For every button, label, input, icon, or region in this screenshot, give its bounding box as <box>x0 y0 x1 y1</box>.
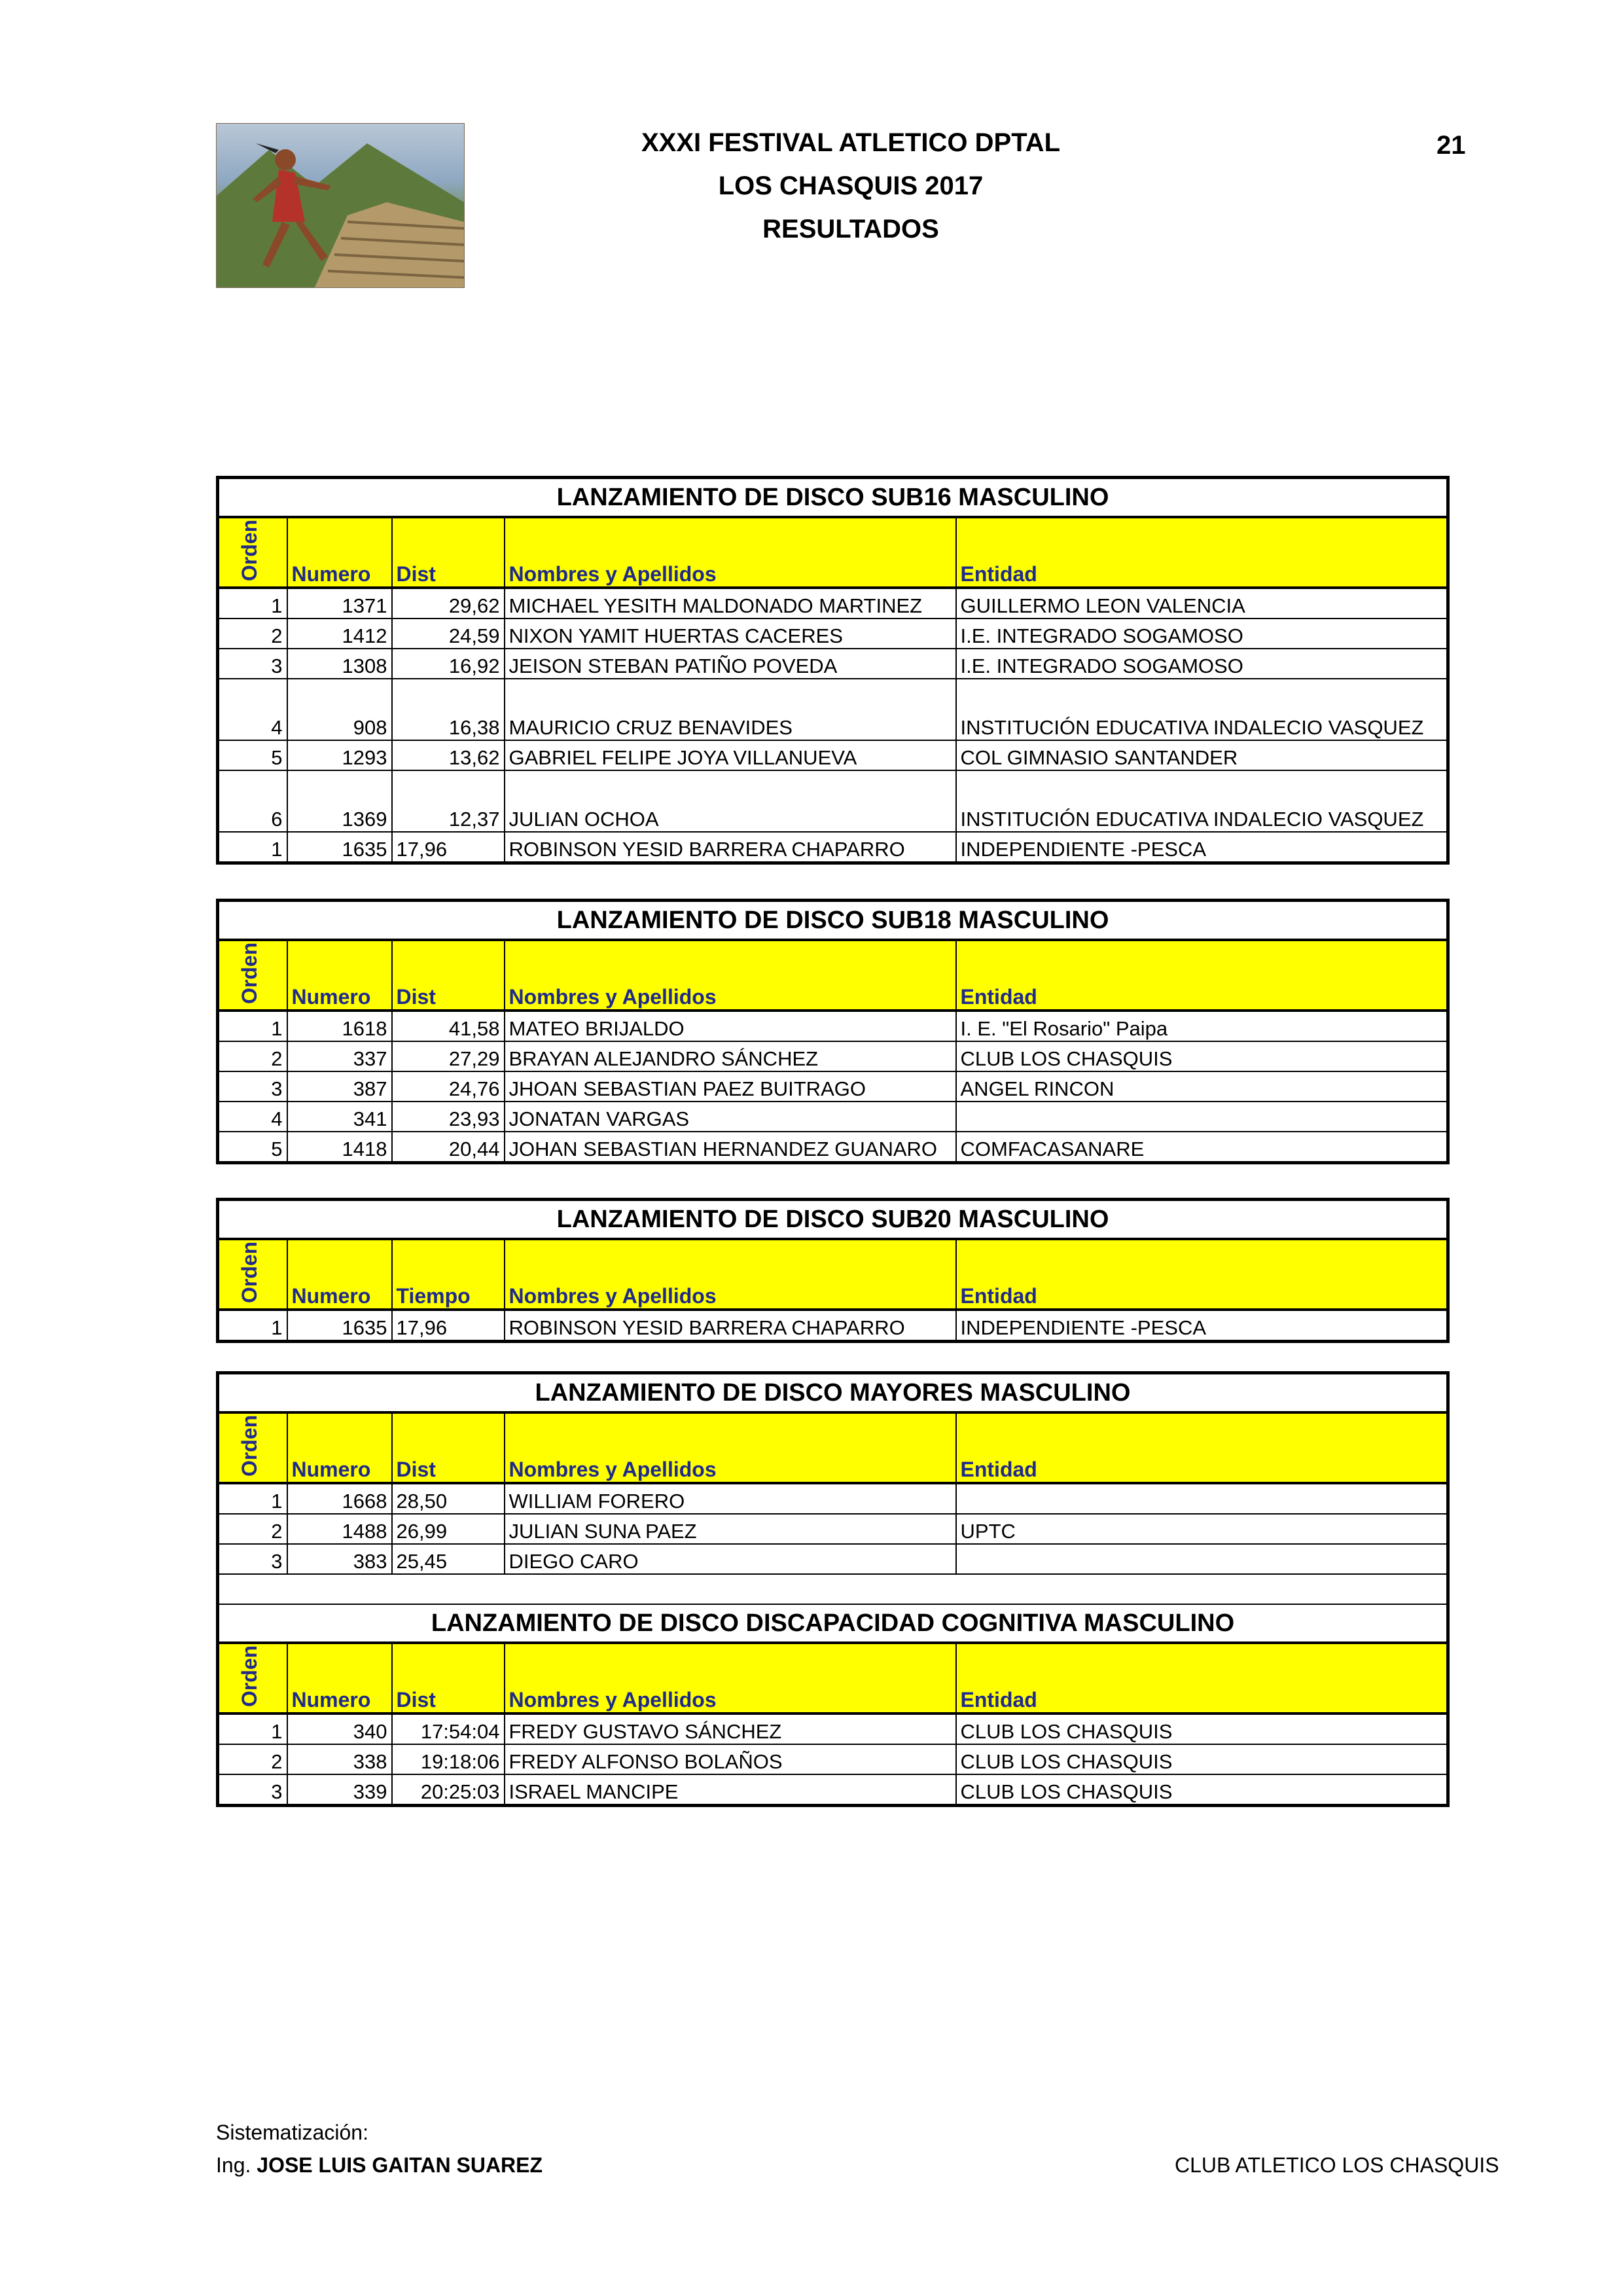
numero-cell: 339 <box>287 1774 392 1806</box>
entidad-cell: ANGEL RINCON <box>956 1071 1448 1102</box>
nombre-cell: ROBINSON YESID BARRERA CHAPARRO <box>505 1310 956 1342</box>
nombre-header: Nombres y Apellidos <box>505 1412 956 1483</box>
entidad-cell: CLUB LOS CHASQUIS <box>956 1041 1448 1071</box>
orden-cell: 1 <box>218 1483 287 1514</box>
entidad-cell <box>956 1544 1448 1574</box>
numero-cell: 1635 <box>287 1310 392 1342</box>
page-number: 21 <box>1436 131 1466 160</box>
marca-header: Dist <box>392 1643 505 1713</box>
nombre-cell: ROBINSON YESID BARRERA CHAPARRO <box>505 832 956 863</box>
table-row <box>218 770 1448 832</box>
numero-cell: 383 <box>287 1544 392 1574</box>
marca-cell: 28,50 <box>392 1483 505 1514</box>
orden-cell: 5 <box>218 1132 287 1163</box>
nombre-cell: ISRAEL MANCIPE <box>505 1774 956 1806</box>
table-row <box>218 1102 1448 1132</box>
marca-cell: 24,76 <box>392 1071 505 1102</box>
table-title: LANZAMIENTO DE DISCO DISCAPACIDAD COGNITIVA MASCULINO <box>218 1604 1448 1643</box>
numero-cell: 337 <box>287 1041 392 1071</box>
orden-cell: 5 <box>218 740 287 770</box>
nombre-cell: JOHAN SEBASTIAN HERNANDEZ GUANARO <box>505 1132 956 1163</box>
nombre-header: Nombres y Apellidos <box>505 1643 956 1713</box>
numero-cell: 908 <box>287 679 392 740</box>
table-row <box>218 1071 1448 1102</box>
nombre-cell: NIXON YAMIT HUERTAS CACERES <box>505 619 956 649</box>
numero-header: Numero <box>287 1239 392 1310</box>
orden-cell: 4 <box>218 679 287 740</box>
marca-cell: 17,96 <box>392 832 505 863</box>
marca-cell: 26,99 <box>392 1514 505 1544</box>
marca-cell: 19:18:06 <box>392 1744 505 1774</box>
orden-cell: 1 <box>218 588 287 619</box>
orden-header: Orden <box>218 517 287 588</box>
orden-header: Orden <box>218 1239 287 1310</box>
entidad-header: Entidad <box>956 1239 1448 1310</box>
nombre-cell: FREDY ALFONSO BOLAÑOS <box>505 1744 956 1774</box>
numero-cell: 341 <box>287 1102 392 1132</box>
entidad-cell: INDEPENDIENTE -PESCA <box>956 832 1448 863</box>
nombre-cell: JONATAN VARGAS <box>505 1102 956 1132</box>
numero-header: Numero <box>287 940 392 1011</box>
marca-cell: 27,29 <box>392 1041 505 1071</box>
orden-cell: 1 <box>218 1011 287 1041</box>
author-name: JOSE LUIS GAITAN SUAREZ <box>257 2153 543 2177</box>
results-heading: RESULTADOS <box>762 215 939 243</box>
table-title: LANZAMIENTO DE DISCO SUB18 MASCULINO <box>218 901 1448 941</box>
results-table-sub16 <box>216 476 1450 865</box>
table-row <box>218 1483 1448 1514</box>
table-row <box>218 649 1448 679</box>
marca-header: Dist <box>392 940 505 1011</box>
marca-cell: 41,58 <box>392 1011 505 1041</box>
entidad-cell: INDEPENDIENTE -PESCA <box>956 1310 1448 1342</box>
orden-cell: 4 <box>218 1102 287 1132</box>
table-row <box>218 588 1448 619</box>
orden-header: Orden <box>218 1643 287 1713</box>
nombre-cell: WILLIAM FORERO <box>505 1483 956 1514</box>
numero-cell: 1635 <box>287 832 392 863</box>
nombre-cell: MATEO BRIJALDO <box>505 1011 956 1041</box>
event-name: LOS CHASQUIS 2017 <box>718 171 984 200</box>
table-row <box>218 832 1448 863</box>
nombre-header: Nombres y Apellidos <box>505 517 956 588</box>
orden-cell: 3 <box>218 1071 287 1102</box>
nombre-cell: MICHAEL YESITH MALDONADO MARTINEZ <box>505 588 956 619</box>
table-row <box>218 1514 1448 1544</box>
orden-header: Orden <box>218 1412 287 1483</box>
entidad-cell: I. E. "El Rosario" Paipa <box>956 1011 1448 1041</box>
marca-cell: 13,62 <box>392 740 505 770</box>
nombre-cell: JULIAN OCHOA <box>505 770 956 832</box>
chasqui-runner-icon <box>217 124 464 287</box>
marca-cell: 20:25:03 <box>392 1774 505 1806</box>
marca-cell: 20,44 <box>392 1132 505 1163</box>
entidad-header: Entidad <box>956 517 1448 588</box>
entidad-cell: CLUB LOS CHASQUIS <box>956 1713 1448 1744</box>
marca-cell: 16,38 <box>392 679 505 740</box>
orden-cell: 2 <box>218 1514 287 1544</box>
marca-cell: 23,93 <box>392 1102 505 1132</box>
nombre-cell: MAURICIO CRUZ BENAVIDES <box>505 679 956 740</box>
numero-header: Numero <box>287 1643 392 1713</box>
table-row <box>218 1011 1448 1041</box>
systematization-label: Sistematización: <box>216 2121 368 2144</box>
results-table-sub18 <box>216 899 1450 1164</box>
entidad-cell: INSTITUCIÓN EDUCATIVA INDALECIO VASQUEZ <box>956 679 1448 740</box>
orden-cell: 3 <box>218 1544 287 1574</box>
numero-cell: 1418 <box>287 1132 392 1163</box>
table-row <box>218 1713 1448 1744</box>
numero-cell: 1371 <box>287 588 392 619</box>
table-row <box>218 740 1448 770</box>
club-name: CLUB ATLETICO LOS CHASQUIS <box>1175 2153 1499 2177</box>
nombre-cell: JHOAN SEBASTIAN PAEZ BUITRAGO <box>505 1071 956 1102</box>
marca-cell: 17,96 <box>392 1310 505 1342</box>
numero-cell: 1293 <box>287 740 392 770</box>
table-row <box>218 1132 1448 1163</box>
nombre-cell: DIEGO CARO <box>505 1544 956 1574</box>
entidad-cell: CLUB LOS CHASQUIS <box>956 1744 1448 1774</box>
marca-header: Dist <box>392 1412 505 1483</box>
chasqui-logo <box>216 123 465 288</box>
nombre-cell: FREDY GUSTAVO SÁNCHEZ <box>505 1713 956 1744</box>
author-prefix: Ing. <box>216 2153 251 2177</box>
entidad-cell: UPTC <box>956 1514 1448 1544</box>
numero-cell: 387 <box>287 1071 392 1102</box>
table-row <box>218 1744 1448 1774</box>
author-credit <box>216 2153 543 2178</box>
orden-cell: 1 <box>218 1310 287 1342</box>
document-title: XXXI FESTIVAL ATLETICO DPTAL <box>641 128 1061 157</box>
results-table-mayores <box>216 1371 1450 1807</box>
table-spacer <box>218 1574 1448 1604</box>
entidad-header: Entidad <box>956 1643 1448 1713</box>
entidad-cell: CLUB LOS CHASQUIS <box>956 1774 1448 1806</box>
numero-cell: 1412 <box>287 619 392 649</box>
orden-header: Orden <box>218 940 287 1011</box>
orden-cell: 2 <box>218 619 287 649</box>
table-title: LANZAMIENTO DE DISCO MAYORES MASCULINO <box>218 1373 1448 1413</box>
numero-cell: 1618 <box>287 1011 392 1041</box>
entidad-cell <box>956 1483 1448 1514</box>
table-title: LANZAMIENTO DE DISCO SUB20 MASCULINO <box>218 1200 1448 1240</box>
numero-cell: 1488 <box>287 1514 392 1544</box>
orden-cell: 1 <box>218 1713 287 1744</box>
nombre-cell: BRAYAN ALEJANDRO SÁNCHEZ <box>505 1041 956 1071</box>
marca-cell: 17:54:04 <box>392 1713 505 1744</box>
numero-cell: 1308 <box>287 649 392 679</box>
table-row <box>218 619 1448 649</box>
results-table-sub20 <box>216 1198 1450 1343</box>
orden-cell: 3 <box>218 1774 287 1806</box>
orden-cell: 2 <box>218 1744 287 1774</box>
numero-cell: 1668 <box>287 1483 392 1514</box>
entidad-header: Entidad <box>956 940 1448 1011</box>
table-row <box>218 679 1448 740</box>
entidad-cell <box>956 1102 1448 1132</box>
numero-cell: 338 <box>287 1744 392 1774</box>
orden-cell: 2 <box>218 1041 287 1071</box>
numero-cell: 340 <box>287 1713 392 1744</box>
marca-cell: 16,92 <box>392 649 505 679</box>
entidad-header: Entidad <box>956 1412 1448 1483</box>
marca-cell: 29,62 <box>392 588 505 619</box>
table-row <box>218 1041 1448 1071</box>
numero-header: Numero <box>287 517 392 588</box>
entidad-cell: COL GIMNASIO SANTANDER <box>956 740 1448 770</box>
table-row <box>218 1774 1448 1806</box>
orden-cell: 3 <box>218 649 287 679</box>
entidad-cell: I.E. INTEGRADO SOGAMOSO <box>956 649 1448 679</box>
entidad-cell: GUILLERMO LEON VALENCIA <box>956 588 1448 619</box>
marca-cell: 25,45 <box>392 1544 505 1574</box>
marca-header: Tiempo <box>392 1239 505 1310</box>
marca-cell: 24,59 <box>392 619 505 649</box>
marca-cell: 12,37 <box>392 770 505 832</box>
nombre-cell: JULIAN SUNA PAEZ <box>505 1514 956 1544</box>
nombre-cell: JEISON STEBAN PATIÑO POVEDA <box>505 649 956 679</box>
orden-cell: 6 <box>218 770 287 832</box>
table-row <box>218 1544 1448 1574</box>
nombre-cell: GABRIEL FELIPE JOYA VILLANUEVA <box>505 740 956 770</box>
numero-cell: 1369 <box>287 770 392 832</box>
numero-header: Numero <box>287 1412 392 1483</box>
entidad-cell: I.E. INTEGRADO SOGAMOSO <box>956 619 1448 649</box>
nombre-header: Nombres y Apellidos <box>505 940 956 1011</box>
table-title: LANZAMIENTO DE DISCO SUB16 MASCULINO <box>218 478 1448 518</box>
marca-header: Dist <box>392 517 505 588</box>
table-row <box>218 1310 1448 1342</box>
orden-cell: 1 <box>218 832 287 863</box>
entidad-cell: COMFACASANARE <box>956 1132 1448 1163</box>
entidad-cell: INSTITUCIÓN EDUCATIVA INDALECIO VASQUEZ <box>956 770 1448 832</box>
nombre-header: Nombres y Apellidos <box>505 1239 956 1310</box>
